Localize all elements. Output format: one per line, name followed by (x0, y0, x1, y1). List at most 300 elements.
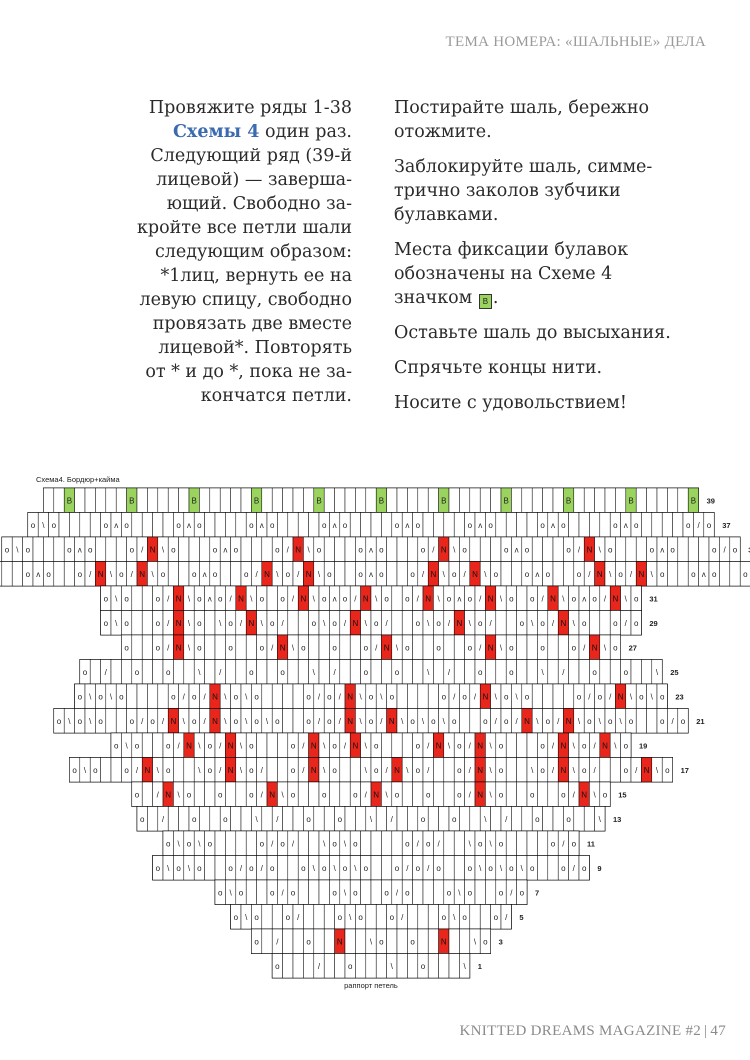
chart-symbol: \ (650, 569, 653, 579)
chart-symbol: o (197, 520, 202, 530)
chart-symbol: / (479, 643, 482, 653)
chart-symbol: / (255, 569, 258, 579)
chart-cell (454, 831, 464, 856)
chart-symbol: B (441, 496, 447, 506)
chart-symbol: o (332, 839, 337, 849)
chart-cell (543, 537, 553, 562)
chart-cell (210, 807, 220, 832)
chart-symbol: \ (224, 692, 227, 702)
chart-symbol: o (613, 643, 618, 653)
chart-cell (106, 537, 116, 562)
chart-symbol: \ (291, 643, 295, 653)
chart-symbol: o (581, 765, 587, 775)
chart-cell (147, 488, 157, 513)
chart-cell (615, 537, 625, 562)
chart-symbol: ʌ (478, 520, 483, 530)
chart-cell (444, 831, 454, 856)
chart-symbol: o (332, 618, 337, 628)
chart-cell (314, 807, 324, 832)
chart-symbol: o (165, 741, 171, 751)
chart-symbol: o (191, 716, 197, 726)
chart-symbol: o (301, 863, 306, 873)
chart-symbol: / (167, 618, 170, 628)
chart-symbol: \ (655, 667, 659, 677)
chart-symbol: o (550, 839, 556, 849)
chart-symbol: \ (245, 692, 248, 702)
chart-cell (589, 611, 599, 636)
chart-symbol: o (670, 545, 675, 555)
chart-cell (537, 856, 547, 881)
chart-symbol: o (576, 569, 582, 579)
chart-symbol: o (571, 594, 577, 604)
chart-symbol: o (347, 961, 353, 971)
chart-symbol: N (212, 716, 218, 726)
chart-symbol: / (494, 716, 497, 726)
chart-symbol: \ (489, 741, 492, 751)
chart-symbol: \ (323, 765, 326, 775)
chart-cell (584, 807, 594, 832)
chart-symbol: N (560, 618, 567, 628)
chart-symbol: o (254, 937, 259, 947)
chart-cell (153, 660, 163, 685)
chart-cell (101, 758, 111, 783)
chart-symbol: \ (369, 937, 373, 947)
chart-cell (610, 758, 620, 783)
chart-cell (522, 807, 532, 832)
chart-symbol: \ (447, 741, 451, 751)
chart-caption: раппорт петель (344, 981, 398, 990)
chart-cell (116, 488, 126, 513)
chart-symbol: N (643, 765, 650, 775)
chart-symbol: \ (531, 765, 534, 775)
chart-symbol: \ (536, 716, 539, 726)
chart-cell (199, 537, 209, 562)
chart-cell (387, 537, 397, 562)
chart-symbol: \ (385, 790, 388, 800)
chart-symbol: / (510, 888, 513, 898)
chart-symbol: o (415, 765, 421, 775)
chart-symbol: o (342, 863, 348, 873)
chart-symbol: o (280, 667, 285, 677)
chart-symbol: / (182, 692, 185, 702)
chart-symbol: ʌ (582, 594, 587, 604)
chart-cell (210, 488, 220, 513)
chart-symbol: o (581, 618, 587, 628)
chart-symbol: \ (239, 765, 243, 775)
chart-symbol: \ (68, 716, 71, 726)
chart-symbol: / (271, 643, 274, 653)
chart-symbol: \ (489, 839, 492, 849)
chart-cell (366, 954, 376, 979)
chart-cell (298, 831, 308, 856)
chart-row-label: 39 (706, 496, 715, 506)
chart-symbol: o (238, 888, 244, 898)
chart-symbol: o (441, 912, 447, 922)
chart-cell (491, 537, 501, 562)
chart-symbol: / (609, 692, 612, 702)
chart-cell (225, 660, 235, 685)
chart-cell (376, 807, 386, 832)
text-line: от * и до *, пока не за- (145, 362, 352, 382)
chart-symbol: \ (115, 594, 118, 604)
chart-cell (413, 660, 423, 685)
chart-symbol: N (430, 569, 437, 579)
chart-symbol: N (477, 741, 484, 751)
chart-symbol: ʌ (660, 545, 665, 555)
chart-cell (532, 537, 542, 562)
chart-cell (236, 782, 246, 807)
chart-symbol: N (456, 618, 463, 628)
chart-symbol: o (389, 912, 395, 922)
chart-cell (293, 684, 303, 709)
chart-symbol: o (587, 716, 592, 726)
chart-cell (205, 660, 215, 685)
chart-symbol: / (427, 863, 430, 873)
chart-cell (381, 513, 391, 538)
chart-cell (558, 635, 568, 660)
chart-symbol: o (77, 692, 83, 702)
chart-cell (293, 807, 303, 832)
chart-cell (407, 684, 417, 709)
chart-cell (335, 954, 345, 979)
chart-symbol: ʌ (551, 520, 555, 530)
chart-cell (262, 905, 272, 930)
chart-cell (527, 733, 537, 758)
chart-cell (407, 954, 417, 979)
chart-cell (59, 513, 69, 538)
chart-cell (132, 513, 142, 538)
chart-cell (262, 807, 272, 832)
chart-symbol: o (285, 569, 291, 579)
chart-symbol: ʌ (36, 569, 41, 579)
chart-symbol: / (562, 839, 565, 849)
chart-symbol: o (46, 569, 51, 579)
paragraph-dry: Оставьте шаль до высыхания. (394, 323, 671, 343)
chart-symbol: o (373, 618, 379, 628)
chart-symbol: o (436, 863, 441, 873)
chart-symbol: \ (187, 594, 191, 604)
chart-symbol: o (613, 618, 618, 628)
chart-cell (543, 807, 553, 832)
chart-symbol: o (493, 569, 499, 579)
chart-symbol: o (321, 520, 327, 530)
chart-cell (428, 807, 438, 832)
chart-symbol: / (395, 888, 399, 898)
chart-symbol: o (509, 863, 514, 873)
chart-cell (381, 660, 391, 685)
chart-cell (433, 758, 443, 783)
chart-symbol: o (540, 618, 545, 628)
chart-symbol: o (415, 863, 421, 873)
chart-cell (324, 488, 334, 513)
chart-symbol: o (259, 839, 265, 849)
chart-symbol: o (446, 594, 452, 604)
chart-cell (95, 537, 105, 562)
text-line: обозначены на Схеме 4 (394, 264, 613, 284)
chart-cell (636, 488, 646, 513)
knitting-chart (0, 470, 750, 990)
chart-cell (418, 905, 428, 930)
chart-symbol: \ (468, 839, 471, 849)
chart-cell (43, 537, 53, 562)
chart-cell (371, 660, 381, 685)
chart-symbol: o (623, 741, 629, 751)
chart-symbol: o (358, 912, 363, 922)
chart-symbol: o (597, 692, 603, 702)
chart-symbol: N (170, 716, 177, 726)
chart-symbol: o (373, 765, 379, 775)
chart-symbol: / (375, 643, 378, 653)
chart-symbol: / (583, 643, 586, 653)
chart-symbol: o (306, 937, 311, 947)
chart-symbol: N (581, 790, 588, 800)
chart-cell (652, 513, 662, 538)
chart-cell (355, 807, 365, 832)
chart-cell (220, 562, 230, 587)
chart-cell (506, 758, 516, 783)
chart-symbol: N (165, 790, 172, 800)
chart-symbol: o (540, 765, 545, 775)
chart-symbol: o (212, 545, 218, 555)
chart-symbol: o (212, 569, 218, 579)
chart-symbol: o (607, 716, 613, 726)
chart-symbol: N (612, 594, 619, 604)
chart-symbol: N (560, 741, 567, 751)
chart-cell (517, 660, 527, 685)
chart-symbol: o (353, 790, 358, 800)
chart-cell (433, 782, 443, 807)
chart-symbol: / (219, 741, 222, 751)
chart-symbol: / (671, 716, 674, 726)
chart-symbol: N (560, 765, 567, 775)
chart-cell (439, 807, 449, 832)
chart-symbol: N (186, 741, 192, 751)
chart-cell (106, 709, 116, 734)
chart-cell (298, 660, 308, 685)
chart-symbol: o (462, 912, 467, 922)
chart-symbol: \ (250, 594, 253, 604)
chart-symbol: o (498, 839, 504, 849)
chart-symbol: \ (541, 667, 544, 677)
chart-cell (132, 586, 142, 611)
chart-symbol: \ (572, 765, 575, 775)
chart-cell (517, 782, 527, 807)
chart-symbol: N (310, 765, 317, 775)
chart-row-label: 11 (587, 839, 595, 849)
chart-symbol: o (467, 863, 473, 873)
chart-cell (142, 660, 152, 685)
chart-cell (563, 562, 573, 587)
chart-symbol: o (155, 594, 161, 604)
chart-symbol: / (416, 594, 419, 604)
chart-symbol: o (139, 814, 145, 824)
chart-cell (277, 733, 287, 758)
chart-symbol: o (321, 863, 327, 873)
chart-cell (350, 513, 360, 538)
chart-symbol: o (467, 520, 473, 530)
chart-symbol: N (175, 618, 182, 628)
chart-symbol: \ (333, 863, 336, 873)
chart-cell (428, 905, 438, 930)
chart-cell (298, 880, 308, 905)
chart-symbol: \ (349, 912, 352, 922)
chart-symbol: o (124, 520, 129, 530)
chart-symbol: / (468, 741, 471, 751)
chart-symbol: \ (619, 716, 622, 726)
chart-symbol: / (297, 569, 300, 579)
chart-symbol: o (269, 863, 275, 873)
chart-symbol: \ (369, 814, 373, 824)
chart-cell (465, 660, 475, 685)
chart-symbol: B (565, 496, 572, 506)
chart-cell (335, 537, 345, 562)
text-line: лицевой*. Повторять (158, 338, 352, 358)
chart-cell (548, 660, 558, 685)
chart-cell (116, 537, 126, 562)
chart-cell (199, 807, 209, 832)
chart-symbol: \ (499, 863, 503, 873)
chart-cell (553, 562, 563, 587)
chart-symbol: o (743, 569, 748, 579)
chart-symbol: ʌ (77, 545, 82, 555)
chart-symbol: / (697, 520, 700, 530)
chart-cell (506, 831, 516, 856)
chart-symbol: N (550, 594, 556, 604)
chart-cell (142, 733, 152, 758)
chart-cell (355, 954, 365, 979)
text-line: Провяжите ряды 1-38 (148, 98, 352, 118)
chart-symbol: \ (499, 643, 503, 653)
chart-cell (376, 905, 386, 930)
chart-cell (319, 660, 329, 685)
text-line: трично заколов зубчики (394, 181, 621, 201)
chart-symbol: o (342, 520, 348, 530)
chart-symbol: / (463, 569, 466, 579)
chart-symbol: \ (520, 863, 523, 873)
chart-cell (272, 905, 282, 930)
chart-cell (345, 537, 355, 562)
chart-symbol: N (472, 569, 478, 579)
chart-row-label: 29 (649, 618, 658, 628)
chart-symbol: o (327, 716, 332, 726)
chart-symbol: \ (182, 716, 185, 726)
chart-cell (173, 660, 183, 685)
chart-symbol: o (483, 937, 488, 947)
chart-cell (641, 660, 651, 685)
chart-symbol: / (593, 741, 596, 751)
chart-cell (319, 635, 329, 660)
chart-cell (459, 709, 469, 734)
chart-cell (80, 513, 90, 538)
chart-symbol: N (269, 790, 276, 800)
chart-cell (153, 733, 163, 758)
chart-symbol: / (161, 716, 165, 726)
chart-symbol: ʌ (623, 520, 628, 530)
chart-cell (647, 709, 657, 734)
chart-cell (33, 537, 43, 562)
chart-symbol: \ (484, 569, 487, 579)
chart-cell (397, 954, 407, 979)
chart-row-label: 7 (535, 888, 540, 898)
chart-symbol: N (305, 569, 312, 579)
chart-symbol: o (680, 716, 686, 726)
chart-cell (475, 880, 485, 905)
chart-symbol: o (176, 863, 181, 873)
chart-cell (470, 709, 480, 734)
chart-symbol: o (410, 569, 415, 579)
chart-symbol: o (410, 937, 415, 947)
chart-cell (569, 513, 579, 538)
chart-symbol: / (468, 765, 471, 775)
chart-symbol: \ (83, 765, 87, 775)
chart-cell (142, 611, 152, 636)
chart-cell (288, 513, 298, 538)
chart-symbol: o (129, 716, 135, 726)
chart-cell (433, 880, 443, 905)
footer-separator: | (704, 1023, 708, 1039)
chart-cell (345, 929, 355, 954)
chart-symbol: o (311, 618, 317, 628)
chart-symbol: \ (489, 790, 492, 800)
chart-symbol: \ (109, 692, 113, 702)
chart-symbol: o (171, 545, 176, 555)
chart-cell (397, 562, 407, 587)
chart-symbol: / (167, 594, 170, 604)
chart-symbol: o (405, 888, 410, 898)
chart-symbol: o (410, 716, 415, 726)
chart-symbol: o (540, 741, 545, 751)
chart-symbol: o (290, 888, 296, 898)
chart-symbol: o (363, 667, 369, 677)
chart-cell (496, 611, 506, 636)
chart-cell (350, 635, 360, 660)
chart-symbol: / (104, 667, 107, 677)
chart-symbol: \ (42, 520, 45, 530)
text-line: булавками. (394, 205, 499, 225)
chart-cell (158, 488, 168, 513)
chart-symbol: o (488, 520, 493, 530)
chart-symbol: o (425, 790, 431, 800)
chart-cell (231, 807, 241, 832)
chart-symbol: ʌ (259, 520, 264, 530)
chart-cell (366, 905, 376, 930)
chart-symbol: o (462, 545, 467, 555)
chart-cell (293, 488, 303, 513)
chart-symbol: o (93, 765, 98, 775)
chart-symbol: o (233, 716, 239, 726)
chart-symbol: o (405, 839, 410, 849)
chart-symbol: o (498, 888, 504, 898)
chart-symbol: o (607, 545, 613, 555)
chart-symbol: / (505, 912, 508, 922)
chart-cell (324, 954, 334, 979)
text-line: *1лиц, вернуть ее на (160, 266, 352, 286)
chart-symbol: \ (359, 716, 362, 726)
chart-symbol: / (588, 692, 591, 702)
chart-cell (506, 733, 516, 758)
chart-symbol: \ (598, 545, 601, 555)
chart-symbol: N (352, 741, 359, 751)
chart-symbol: \ (354, 863, 357, 873)
chart-cell (75, 488, 85, 513)
chart-symbol: ʌ (535, 569, 540, 579)
chart-symbol: o (269, 618, 275, 628)
text-line: следующим образом: (155, 242, 352, 262)
chart-symbol: o (280, 839, 285, 849)
chart-cell (153, 513, 163, 538)
chart-symbol: o (493, 912, 499, 922)
chart-symbol: \ (629, 692, 633, 702)
